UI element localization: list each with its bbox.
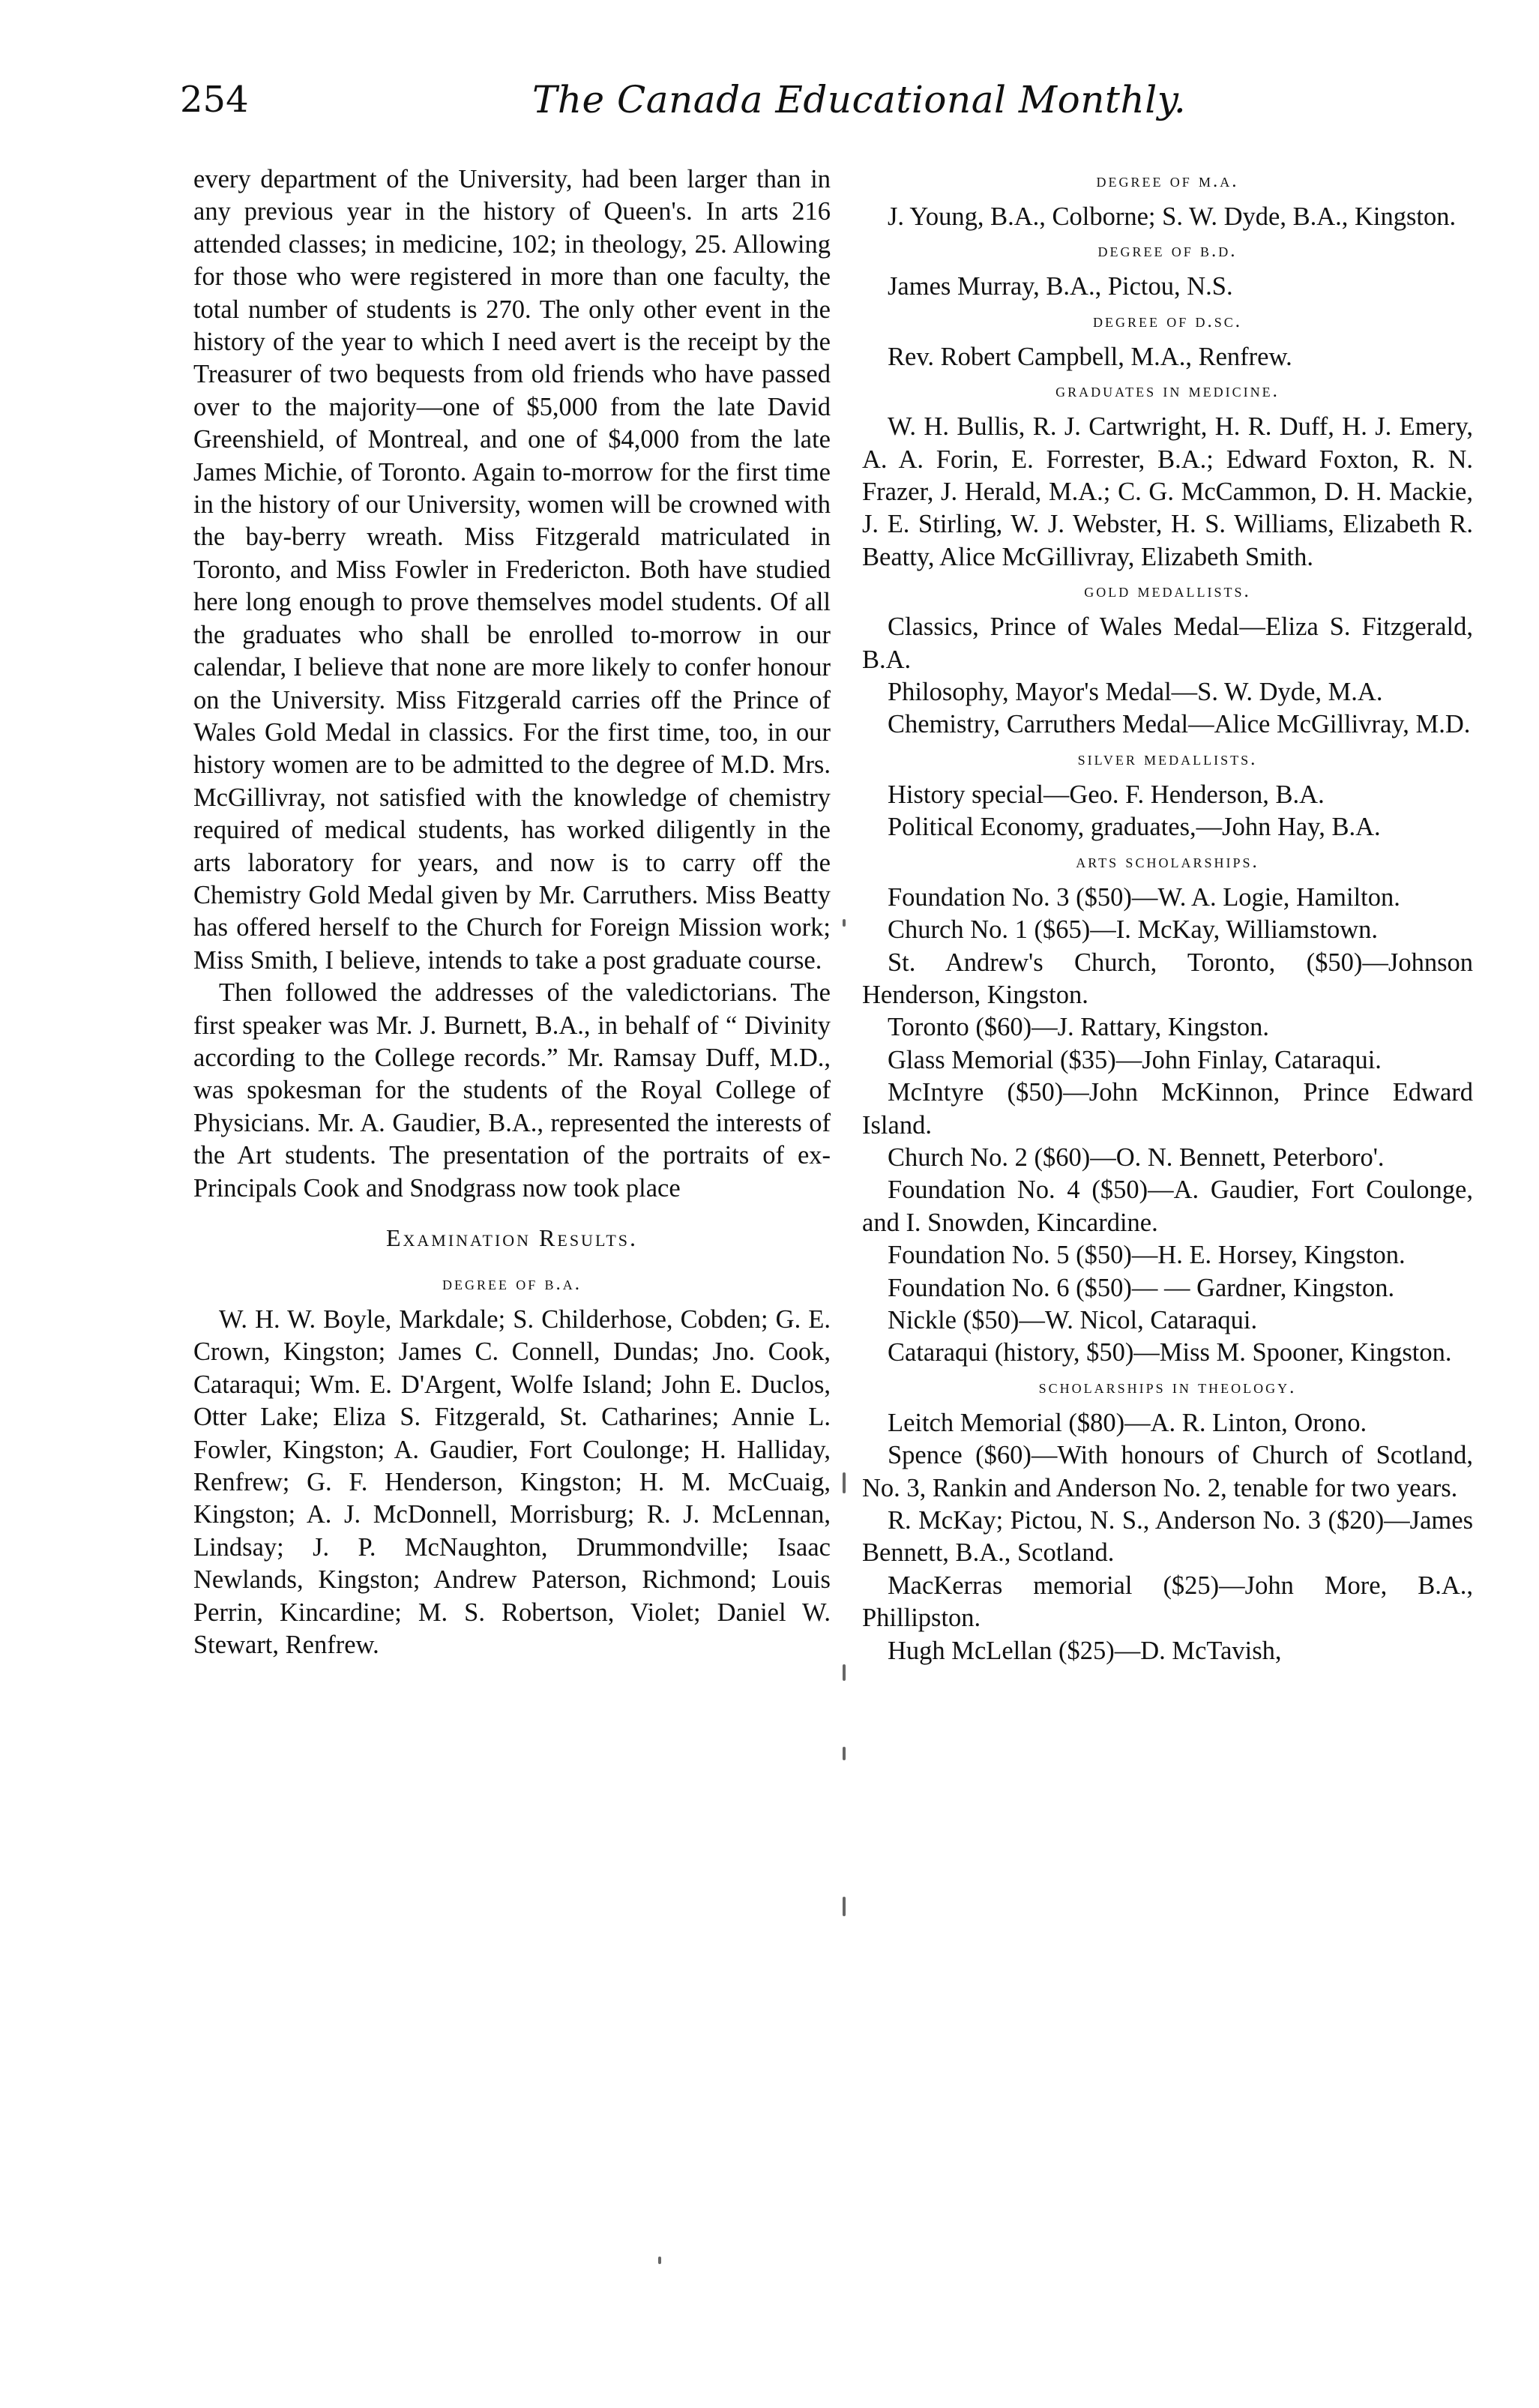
list-item: Church No. 1 ($65)—I. McKay, Williamstown.	[888, 915, 1379, 945]
article-paragraph: Then followed the addresses of the valedictorians. The first speaker was Mr. J. Burnett, B.A., in behalf of “ Divinity according to the College records.” Mr. Ramsay Duff, M.D., was spokesman for the students of the Royal College of Physicians. Mr. A. Gaudier, B.A., represented the interests of the Art students. The presentation of the portraits of ex-Principals Cook and Snodgrass now took place	[193, 978, 831, 1203]
list-item: Foundation No. 4 ($50)—A. Gaudier, Fort Coulonge, and I. Snowden, Kincardine.	[862, 1176, 1473, 1237]
left-column	[193, 163, 831, 1661]
gutter-mark	[843, 1897, 846, 1916]
section-heading: arts scholarships.	[1076, 851, 1259, 872]
list-item: Classics, Prince of Wales Medal—Eliza S. Fitzgerald, B.A.	[862, 612, 1473, 674]
ba-graduates-list: W. H. W. Boyle, Markdale; S. Childerhose, Cobden; G. E. Crown, Kingston; James C. Connell, Dundas; Jno. Cook, Cataraqui; Wm. E. D'Argent, Wolfe Island; John E. Duclos, Otter Lake; Eliza S. Fitzgerald, St. Catharines; Annie L. Fowler, Kingston; A. Gaudier, Fort Coulonge; H. Halliday, Renfrew; G. F. Henderson, Kingston; H. M. McCuaig, Kingston; A. J. McDonnell, Morrisburg; R. J. McLennan, Lindsay; J. P. McNaughton, Drummondville; Isaac Newlands, Kingston; Andrew Paterson, Richmond; Louis Perrin, Kincardine; M. S. Robertson, Violet; Daniel W. Stewart, Renfrew.	[193, 1305, 831, 1660]
list-item: Cataraqui (history, $50)—Miss M. Spooner, Kingston.	[888, 1338, 1452, 1367]
right-column	[862, 163, 1473, 1667]
running-header	[180, 73, 1469, 133]
list-item: McIntyre ($50)—John McKinnon, Prince Edward Island.	[862, 1078, 1473, 1140]
list-item: J. Young, B.A., Colborne; S. W. Dyde, B.A., Kingston.	[888, 202, 1457, 231]
section-heading: degree of d.sc.	[1092, 310, 1242, 331]
list-item: History special—Geo. F. Henderson, B.A.	[888, 780, 1325, 809]
list-item: Foundation No. 3 ($50)—W. A. Logie, Hamilton.	[888, 882, 1400, 912]
list-item: Foundation No. 5 ($50)—H. E. Horsey, Kingston.	[888, 1241, 1406, 1270]
list-item: Political Economy, graduates,—John Hay, B.A.	[888, 813, 1381, 842]
list-item: Philosophy, Mayor's Medal—S. W. Dyde, M.A.	[888, 678, 1383, 707]
section-heading: degree of b.d.	[1097, 241, 1238, 262]
list-item: St. Andrew's Church, Toronto, ($50)—Johnson Henderson, Kingston.	[862, 948, 1473, 1009]
list-item: James Murray, B.A., Pictou, N.S.	[888, 272, 1233, 301]
list-item: Spence ($60)—With honours of Church of Scotland, No. 3, Rankin and Anderson No. 2, tenable for two years.	[862, 1441, 1473, 1502]
gutter-mark	[843, 1472, 846, 1493]
list-item: Nickle ($50)—W. Nicol, Cataraqui.	[888, 1305, 1258, 1334]
section-heading: graduates in medicine.	[1055, 381, 1280, 402]
page-number: 254	[180, 79, 249, 121]
list-item: Glass Memorial ($35)—John Finlay, Cataraqui.	[888, 1045, 1382, 1074]
gutter-mark	[843, 1664, 846, 1681]
section-heading: gold medallists.	[1084, 581, 1251, 602]
list-item: Chemistry, Carruthers Medal—Alice McGillivray, M.D.	[888, 710, 1471, 739]
list-item: W. H. Bullis, R. J. Cartwright, H. R. Duff, H. J. Emery, A. A. Forin, E. Forrester, B.A.; Edward Foxton, R. N. Frazer, J. Herald, M.A.; C. G. McCammon, D. H. Mackie, J. E. Stirling, W. J. Webster, H. S. Williams, Elizabeth R. Beatty, Alice McGillivray, Elizabeth Smith.	[862, 412, 1473, 571]
list-item: Hugh McLellan ($25)—D. McTavish,	[888, 1636, 1282, 1665]
gutter-mark	[843, 919, 846, 927]
gutter-mark	[658, 2257, 661, 2264]
section-heading: silver medallists.	[1077, 748, 1258, 769]
section-heading: degree of b.a.	[442, 1274, 582, 1294]
list-item: Toronto ($60)—J. Rattary, Kingston.	[888, 1013, 1269, 1042]
section-heading: scholarships in theology.	[1038, 1376, 1297, 1397]
article-paragraph: every department of the University, had been larger than in any previous year in the history of Queen's. In arts 216 attended classes; in medicine, 102; in theology, 25. Allowing for those who were registered in more than one faculty, the total number of students is 270. The only other event in the history of the year to which I need avert is the receipt by the Treasurer of two bequests from old friends who have passed over to the majority—one of $5,000 from the late David Greenshield, of Montreal, and one of $4,000 from the late James Michie, of Toronto. Again to-morrow for the first time in the history of our University, women will be crowned with the bay-berry wreath. Miss Fitzgerald matriculated in Toronto, and Miss Fowler in Fredericton. Both have studied here long enough to prove themselves model students. Of all the graduates who shall be enrolled to-morrow in our calendar, I believe that none are more likely to confer honour on the University. Miss Fitzgerald carries off the Prince of Wales Gold Medal in classics. For the first time, too, in our history women are to be admitted to the degree of M.D. Mrs. McGillivray, not satisfied with the knowledge of chemistry required of medical students, has worked diligently in the arts laboratory for years, and now is to carry off the Chemistry Gold Medal given by Mr. Carruthers. Miss Beatty has offered herself to the Church for Foreign Mission work; Miss Smith, I believe, intends to take a post graduate course.	[193, 165, 831, 975]
list-item: MacKerras memorial ($25)—John More, B.A., Phillipston.	[862, 1571, 1473, 1633]
list-item: Rev. Robert Campbell, M.A., Renfrew.	[888, 342, 1292, 371]
gutter-mark	[843, 1747, 846, 1760]
section-heading: degree of m.a.	[1096, 171, 1239, 191]
examination-results-heading: Examination Results.	[385, 1224, 639, 1251]
list-item: Leitch Memorial ($80)—A. R. Linton, Orono.	[888, 1408, 1367, 1437]
list-item: R. McKay; Pictou, N. S., Anderson No. 3 ($20)—James Bennett, B.A., Scotland.	[862, 1506, 1473, 1568]
list-item: Foundation No. 6 ($50)— — Gardner, Kingston.	[888, 1273, 1395, 1302]
list-item: Church No. 2 ($60)—O. N. Bennett, Peterboro'.	[888, 1143, 1385, 1172]
journal-title: The Canada Educational Monthly.	[532, 78, 1187, 121]
